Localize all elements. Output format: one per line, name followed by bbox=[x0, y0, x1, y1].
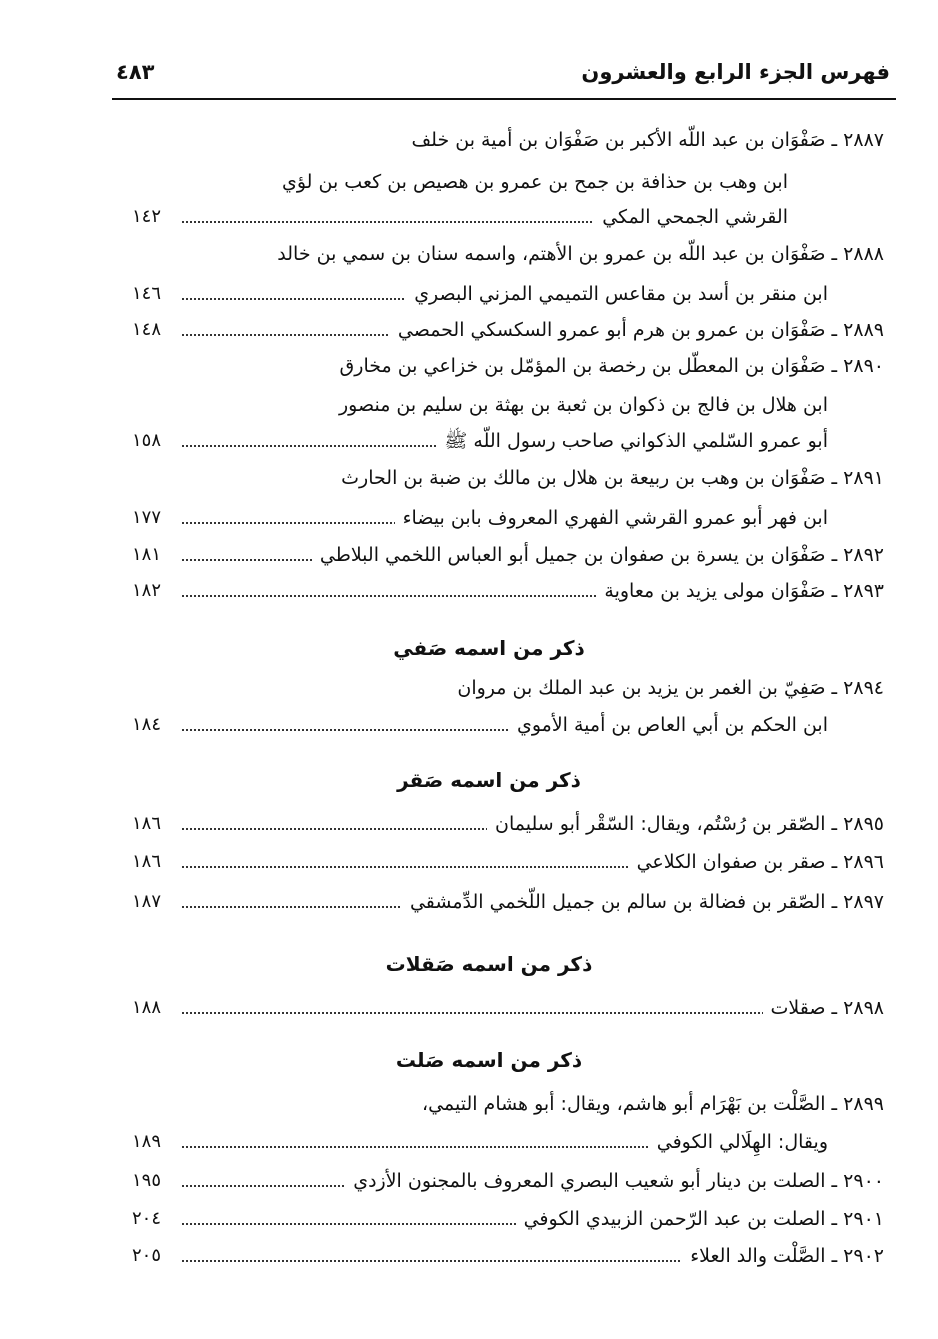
index-entry-continuation bbox=[132, 278, 828, 310]
entry-page-number: ٢٠٥ bbox=[132, 1240, 167, 1272]
entry-text: ٢٩٠٠ ـ الصلت بن دينار أبو شعيب البصري المعروف بالمجنون الأزدي bbox=[345, 1165, 884, 1197]
index-entry bbox=[132, 238, 884, 270]
entry-page-number: ١٨٩ bbox=[132, 1126, 167, 1158]
index-entry bbox=[132, 672, 884, 704]
entry-text: ابن وهب بن حذافة بن جمح بن عمرو بن هصيص بن كعب بن لؤي bbox=[274, 166, 788, 198]
index-entry bbox=[132, 886, 884, 918]
entry-page-number: ١٩٥ bbox=[132, 1165, 167, 1197]
index-entry-continuation bbox=[132, 425, 828, 457]
entry-text: ٢٨٨٨ ـ صَفْوَان بن عبد اللّه بن عمرو بن الأهتم، واسمه سنان بن سمي بن خالد bbox=[269, 238, 884, 270]
header-rule bbox=[112, 98, 896, 100]
entry-page-number: ١٨٦ bbox=[132, 808, 167, 840]
entry-text: ٢٨٩٤ ـ صَفِيّ بن الغمر بن يزيد بن عبد الملك بن مروان bbox=[449, 672, 884, 704]
entry-text: ٢٨٩٢ ـ صَفْوَان بن يسرة بن صفوان بن جميل أبو العباس اللخمي البلاطي bbox=[312, 539, 884, 571]
index-entry bbox=[132, 539, 884, 571]
entry-text: ٢٨٩١ ـ صَفْوَان بن وهب بن ربيعة بن هلال بن مالك بن ضبة بن الحارث bbox=[333, 462, 884, 494]
index-entry bbox=[132, 462, 884, 494]
entry-text: القرشي الجمحي المكي bbox=[594, 201, 788, 233]
index-entry-continuation bbox=[132, 502, 828, 534]
entry-text: ٢٨٩٧ ـ الصّقر بن فضالة بن سالم بن جميل اللّخمي الدِّمشقي bbox=[402, 886, 884, 918]
index-entry-continuation bbox=[132, 1126, 828, 1158]
entry-page-number: ١٥٨ bbox=[132, 425, 167, 457]
index-entry-continuation bbox=[132, 166, 788, 198]
entry-page-number: ١٨٧ bbox=[132, 886, 167, 918]
section-heading: ذكر من اسمه صَفي bbox=[393, 636, 585, 660]
entry-page-number: ١٨٨ bbox=[132, 992, 167, 1024]
entry-page-number: ١٤٨ bbox=[132, 314, 167, 346]
entry-text: ٢٨٩٩ ـ الصَّلْت بن بَهْرَام أبو هاشم، ويقال: أبو هشام التيمي، bbox=[414, 1088, 884, 1120]
entry-text: ٢٨٨٧ ـ صَفْوَان بن عبد اللّه الأكبر بن صَفْوَان بن أمية بن خلف bbox=[403, 124, 884, 156]
running-header-title: فهرس الجزء الرابع والعشرون bbox=[581, 60, 890, 84]
index-entry bbox=[132, 992, 884, 1024]
index-entry-continuation bbox=[132, 709, 828, 741]
entry-page-number: ١٨٤ bbox=[132, 709, 167, 741]
entry-text: ابن منقر بن أسد بن مقاعس التميمي المزني البصري bbox=[406, 278, 828, 310]
index-entry-continuation bbox=[132, 201, 788, 233]
index-entry bbox=[132, 1165, 884, 1197]
entry-text: ويقال: الهِلَالي الكوفي bbox=[649, 1126, 828, 1158]
entry-text: ٢٨٩٦ ـ صقر بن صفوان الكلاعي bbox=[629, 846, 884, 878]
entry-text: ٢٩٠٢ ـ الصَّلْت والد العلاء bbox=[682, 1240, 884, 1272]
index-entry bbox=[132, 846, 884, 878]
entry-page-number: ٢٠٤ bbox=[132, 1203, 167, 1235]
entry-text: أبو عمرو السّلمي الذكواني صاحب رسول اللّه ﷺ bbox=[436, 425, 828, 457]
page-number: ٤٨٣ bbox=[116, 60, 155, 84]
index-entry bbox=[132, 350, 884, 382]
section-heading: ذكر من اسمه صَقر bbox=[397, 768, 581, 792]
index-entry-continuation bbox=[132, 389, 828, 421]
index-entry bbox=[132, 124, 884, 156]
section-heading: ذكر من اسمه صَقلات bbox=[385, 952, 593, 976]
index-entry bbox=[132, 1240, 884, 1272]
entry-text: ابن فهر أبو عمرو القرشي الفهري المعروف بابن بيضاء bbox=[395, 502, 828, 534]
entry-text: ابن الحكم بن أبي العاص بن أمية الأموي bbox=[509, 709, 828, 741]
entry-page-number: ١٤٦ bbox=[132, 278, 167, 310]
entry-text: ٢٨٩٠ ـ صَفْوَان بن المعطّل بن رخصة بن المؤمّل بن خزاعي بن مخارق bbox=[332, 350, 884, 382]
index-entry bbox=[132, 575, 884, 607]
entry-page-number: ١٨٦ bbox=[132, 846, 167, 878]
entry-text: ٢٨٨٩ ـ صَفْوَان بن عمرو بن هرم أبو عمرو السكسكي الحمصي bbox=[390, 314, 884, 346]
index-entry bbox=[132, 808, 884, 840]
entry-text: ٢٨٩٨ ـ صقلات bbox=[763, 992, 884, 1024]
index-entry bbox=[132, 1088, 884, 1120]
entry-page-number: ١٤٢ bbox=[132, 201, 167, 233]
section-heading: ذكر من اسمه صَلت bbox=[395, 1048, 583, 1072]
entry-page-number: ١٨١ bbox=[132, 539, 167, 571]
entry-text: ٢٩٠١ ـ الصلت بن عبد الرّحمن الزبيدي الكوفي bbox=[516, 1203, 884, 1235]
index-entry bbox=[132, 1203, 884, 1235]
entry-text: ابن هلال بن فالج بن ذكوان بن ثعبة بن بهثة بن سليم بن منصور bbox=[331, 389, 828, 421]
index-entry bbox=[132, 314, 884, 346]
entry-text: ٢٨٩٥ ـ الصّقر بن رُسْتُم، ويقال: السّقْر أبو سليمان bbox=[487, 808, 884, 840]
entry-text: ٢٨٩٣ ـ صَفْوَان مولى يزيد بن معاوية bbox=[596, 575, 884, 607]
entry-page-number: ١٧٧ bbox=[132, 502, 167, 534]
entry-page-number: ١٨٢ bbox=[132, 575, 167, 607]
